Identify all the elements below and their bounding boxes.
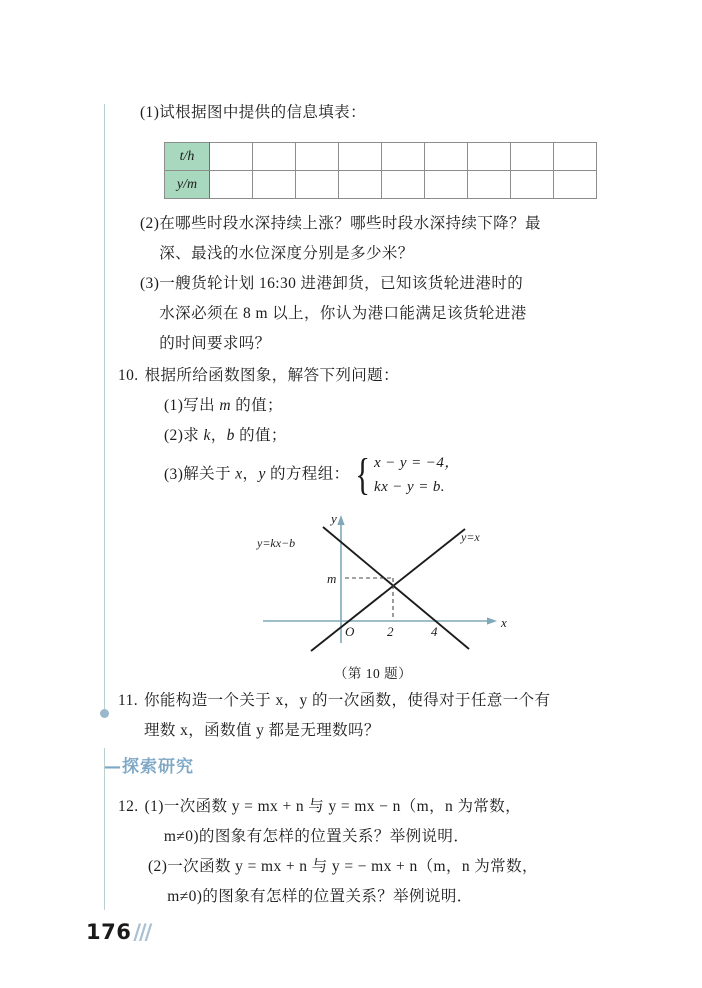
table-cell[interactable] <box>296 143 339 171</box>
table-cell[interactable] <box>425 171 468 199</box>
figure-caption: （第 10 题） <box>333 666 413 681</box>
table-cell[interactable] <box>253 171 296 199</box>
q12-item-1-line-2: m≠0)的图象有怎样的位置关系？举例说明． <box>163 828 470 845</box>
page-content <box>118 98 628 746</box>
table-cell[interactable] <box>468 143 511 171</box>
table-cell[interactable] <box>253 143 296 171</box>
q11-line-2: 理数 x，函数值 y 都是无理数吗？ <box>144 722 380 739</box>
table-cell[interactable] <box>339 143 382 171</box>
q9-item-1 <box>140 98 628 128</box>
section-heading <box>104 752 194 777</box>
table-cell[interactable] <box>511 171 554 199</box>
q12-item-1 <box>118 792 628 852</box>
equation-line-2: kx − y = b. <box>374 479 445 495</box>
table-cell[interactable] <box>339 171 382 199</box>
table-cell[interactable] <box>210 171 253 199</box>
q10-item-2-var-b: b <box>226 427 235 444</box>
q10-item-2-marker: (2) <box>164 427 184 444</box>
left-margin-rule <box>104 104 105 714</box>
left-brace: { <box>354 449 370 499</box>
section-heading-title: 探索研究 <box>122 757 194 777</box>
fill-in-table <box>164 142 597 199</box>
table-cell[interactable] <box>296 171 339 199</box>
q10-item-1-marker: (1) <box>164 397 184 414</box>
table-row <box>165 143 597 171</box>
q10-item-1-var: m <box>219 397 231 414</box>
line-left-label: y=kx−b <box>257 536 296 550</box>
q12-item-2-marker: (2) <box>148 858 168 875</box>
y-axis-arrow <box>337 515 344 525</box>
q11-marker: 11. <box>118 692 138 709</box>
q9-item-3 <box>140 269 628 359</box>
q10-item-3-post: 的方程组： <box>265 465 350 483</box>
x-tick-label-2: 2 <box>387 624 394 639</box>
m-label: m <box>327 571 337 586</box>
q10-item-2-pre: 求 <box>183 427 204 444</box>
table-row-label-y: y/m <box>165 171 210 199</box>
q9-item-2-marker: (2) <box>140 215 160 232</box>
line-right-label: y=x <box>461 530 480 544</box>
page-footer <box>86 920 150 944</box>
q12-marker: 12. <box>118 798 139 815</box>
table-row-label-t: t/h <box>165 143 210 171</box>
q12-item-2-line-2: m≠0)的图象有怎样的位置关系？举例说明． <box>167 888 473 905</box>
table-cell[interactable] <box>554 171 597 199</box>
equation-list <box>374 451 460 499</box>
page-number: 176 <box>86 920 132 944</box>
table-row <box>165 171 597 199</box>
q10-item-3-var-x: x <box>235 465 243 483</box>
q10-item-1-text <box>183 391 628 421</box>
q9-item-3-line-3: 的时间要求吗？ <box>159 335 271 352</box>
q9-item-2 <box>140 209 628 269</box>
q12-item-1-marker: (1) <box>144 798 164 815</box>
data-table-wrap <box>164 142 628 199</box>
x-axis-label: x <box>501 615 507 630</box>
q9-item-3-body <box>159 269 628 359</box>
q9-item-2-body <box>159 209 628 269</box>
table-cell[interactable] <box>382 143 425 171</box>
x-tick-label-4: 4 <box>431 624 438 639</box>
q10-stem-text: 根据所给函数图象，解答下列问题： <box>144 367 399 384</box>
table-cell[interactable] <box>382 171 425 199</box>
origin-label: O <box>345 624 355 639</box>
q9-item-3-line-2: 水深必须在 8 m 以上，你认为港口能满足该货轮进港 <box>159 305 527 322</box>
q9-item-3-line-1: 一艘货轮计划 16:30 进港卸货，已知该货轮进港时的 <box>159 275 524 292</box>
q9-item-3-marker: (3) <box>140 275 160 292</box>
q12-item-2-body <box>167 852 628 912</box>
coordinate-plane-svg <box>223 505 523 655</box>
q10-item-3-marker: (3) <box>164 466 184 483</box>
section-heading-dash: — <box>104 757 122 777</box>
q10-item-1 <box>164 391 628 421</box>
q10-item-2-post: 的值； <box>234 427 287 444</box>
q9-item-1-marker: (1) <box>140 104 160 121</box>
q10-stem <box>118 361 628 391</box>
q10-item-3 <box>164 451 628 499</box>
q11 <box>118 686 628 746</box>
q11-line-1: 你能构造一个关于 x，y 的一次函数，使得对于任意一个有 <box>144 692 551 709</box>
margin-bullet-dot <box>100 709 109 718</box>
q10-item-3-pre: 解关于 <box>183 465 236 483</box>
q12-item-2-line-1: 一次函数 y = mx + n 与 y = − mx + n（m，n 为常数， <box>167 858 538 875</box>
q11-body <box>144 686 628 746</box>
q10-item-1-pre: 写出 <box>183 397 220 414</box>
page-decoration-slashes: /// <box>133 920 151 944</box>
x-axis-arrow <box>487 617 497 624</box>
q12-block <box>118 792 628 912</box>
equation-system <box>352 451 460 499</box>
q10-item-3-mid: ， <box>242 465 259 483</box>
q10-figure <box>118 505 628 682</box>
q10-item-2-text <box>183 421 628 451</box>
q10-item-2-var-k: k <box>203 427 211 444</box>
q12-item-1-line-1: 一次函数 y = mx + n 与 y = mx − n（m，n 为常数， <box>163 798 522 815</box>
q9-item-2-line-1: 在哪些时段水深持续上涨？哪些时段水深持续下降？最 <box>159 215 541 232</box>
table-cell[interactable] <box>210 143 253 171</box>
q10-marker: 10. <box>118 367 139 384</box>
q10-item-3-var-y: y <box>258 465 266 483</box>
y-axis-label: y <box>331 511 337 526</box>
equation-line-1: x − y = −4， <box>374 455 460 471</box>
q10-item-3-text <box>183 451 628 499</box>
q9-item-1-text: 试根据图中提供的信息填表： <box>159 104 366 121</box>
table-cell[interactable] <box>511 143 554 171</box>
table-cell[interactable] <box>425 143 468 171</box>
q9-item-2-line-2: 深、最浅的水位深度分别是多少米？ <box>159 245 414 262</box>
table-cell[interactable] <box>468 171 511 199</box>
table-cell[interactable] <box>554 143 597 171</box>
q10-item-2 <box>164 421 628 451</box>
q12-item-2 <box>148 852 628 912</box>
q12-item-1-body <box>164 792 628 852</box>
q10-item-1-post: 的值； <box>230 397 283 414</box>
q10-item-2-mid: ， <box>210 427 227 444</box>
